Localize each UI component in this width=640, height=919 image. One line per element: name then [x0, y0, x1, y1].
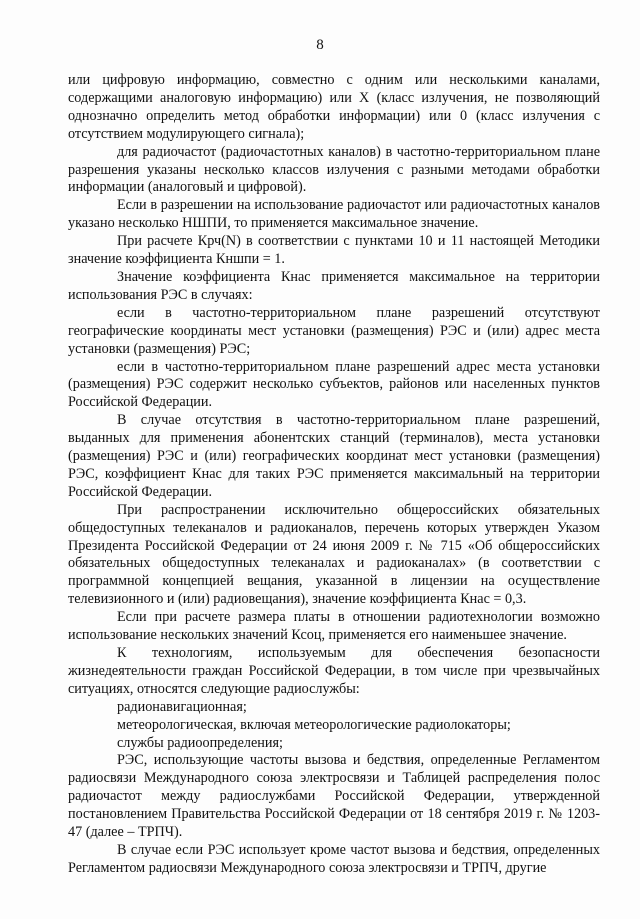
paragraph-2: для радиочастот (радиочастотных каналов) в частотно-территориальном плане разрешения указаны несколько классов излучения с разными методами обработки информации (аналоговый и цифровой). [68, 143, 600, 196]
body-text [68, 72, 600, 878]
paragraph-5: Значение коэффициента Кнас применяется максимальное на территории использования РЭС в случаях: [68, 268, 600, 303]
paragraph-7: если в частотно-территориальном плане разрешений адрес места установки (размещения) РЭС содержит несколько субъектов, районов или населенных пунктов Российской Федерации. [68, 358, 600, 411]
paragraph-1: или цифровую информацию, совместно с одним или несколькими каналами, содержащими аналоговую информацию) или X (класс излучения, не позволяющий однозначно определить метод обработки информации) или 0 (класс излучения с отсутствием модулирующего сигнала); [68, 72, 600, 142]
paragraph-9: При распространении исключительно общероссийских обязательных общедоступных телеканалов и радиоканалов, перечень которых утвержден Указом Президента Российской Федерации от 24 июня 2009 г. № 715 «Об общероссийских обязательных общедоступных телеканалах и радиоканалах» (в соответствии с программной концепцией вещания, указанной в лицензии на осуществление телевизионного и (или) радиовещания), значение коэффициента Кнас = 0,3. [68, 501, 600, 608]
paragraph-15: РЭС, использующие частоты вызова и бедствия, определенные Регламентом радиосвязи Международного союза электросвязи и Таблицей распределения полос радиочастот между радиослужбами Российской Федерации, утвержденной постановлением Правительства Российской Федерации от 18 сентября 2019 г. № 1203-47 (далее – ТРПЧ). [68, 752, 600, 841]
paragraph-8: В случае отсутствия в частотно-территориальном плане разрешений, выданных для применения абонентских станций (терминалов), места установки (размещения) РЭС и (или) географических координат мест установки (размещения) РЭС, коэффициент Кнас для таких РЭС применяется максимальный на территории Российской Федерации. [68, 412, 600, 500]
list-item-radionavigation: радионавигационная; [117, 698, 247, 715]
list-item-radiodetermination: службы радиоопределения; [117, 734, 283, 751]
paragraph-4: При расчете Крч(N) в соответствии с пунктами 10 и 11 настоящей Методики значение коэффициента Кншпи = 1. [68, 233, 600, 268]
list-item-meteorological: метеорологическая, включая метеорологические радиолокаторы; [117, 716, 511, 733]
paragraph-10: Если при расчете размера платы в отношении радиотехнологии возможно использование нескольких значений Ксоц, применяется его наименьшее значение. [68, 609, 600, 644]
paragraph-11: К технологиям, используемым для обеспечения безопасности жизнедеятельности граждан Российской Федерации, в том числе при чрезвычайных ситуациях, относятся следующие радиослужбы: [68, 645, 600, 697]
paragraph-3: Если в разрешении на использование радиочастот или радиочастотных каналов указано несколько НШПИ, то применяется максимальное значение. [68, 197, 600, 232]
page-number: 8 [316, 37, 324, 53]
paragraph-16: В случае если РЭС использует кроме частот вызова и бедствия, определенных Регламентом радиосвязи Международного союза электросвязи и ТРПЧ, другие [68, 841, 600, 876]
paragraph-6: если в частотно-территориальном плане разрешений отсутствуют географические координаты мест установки (размещения) РЭС и (или) адрес места установки (размещения) РЭС; [68, 304, 600, 357]
